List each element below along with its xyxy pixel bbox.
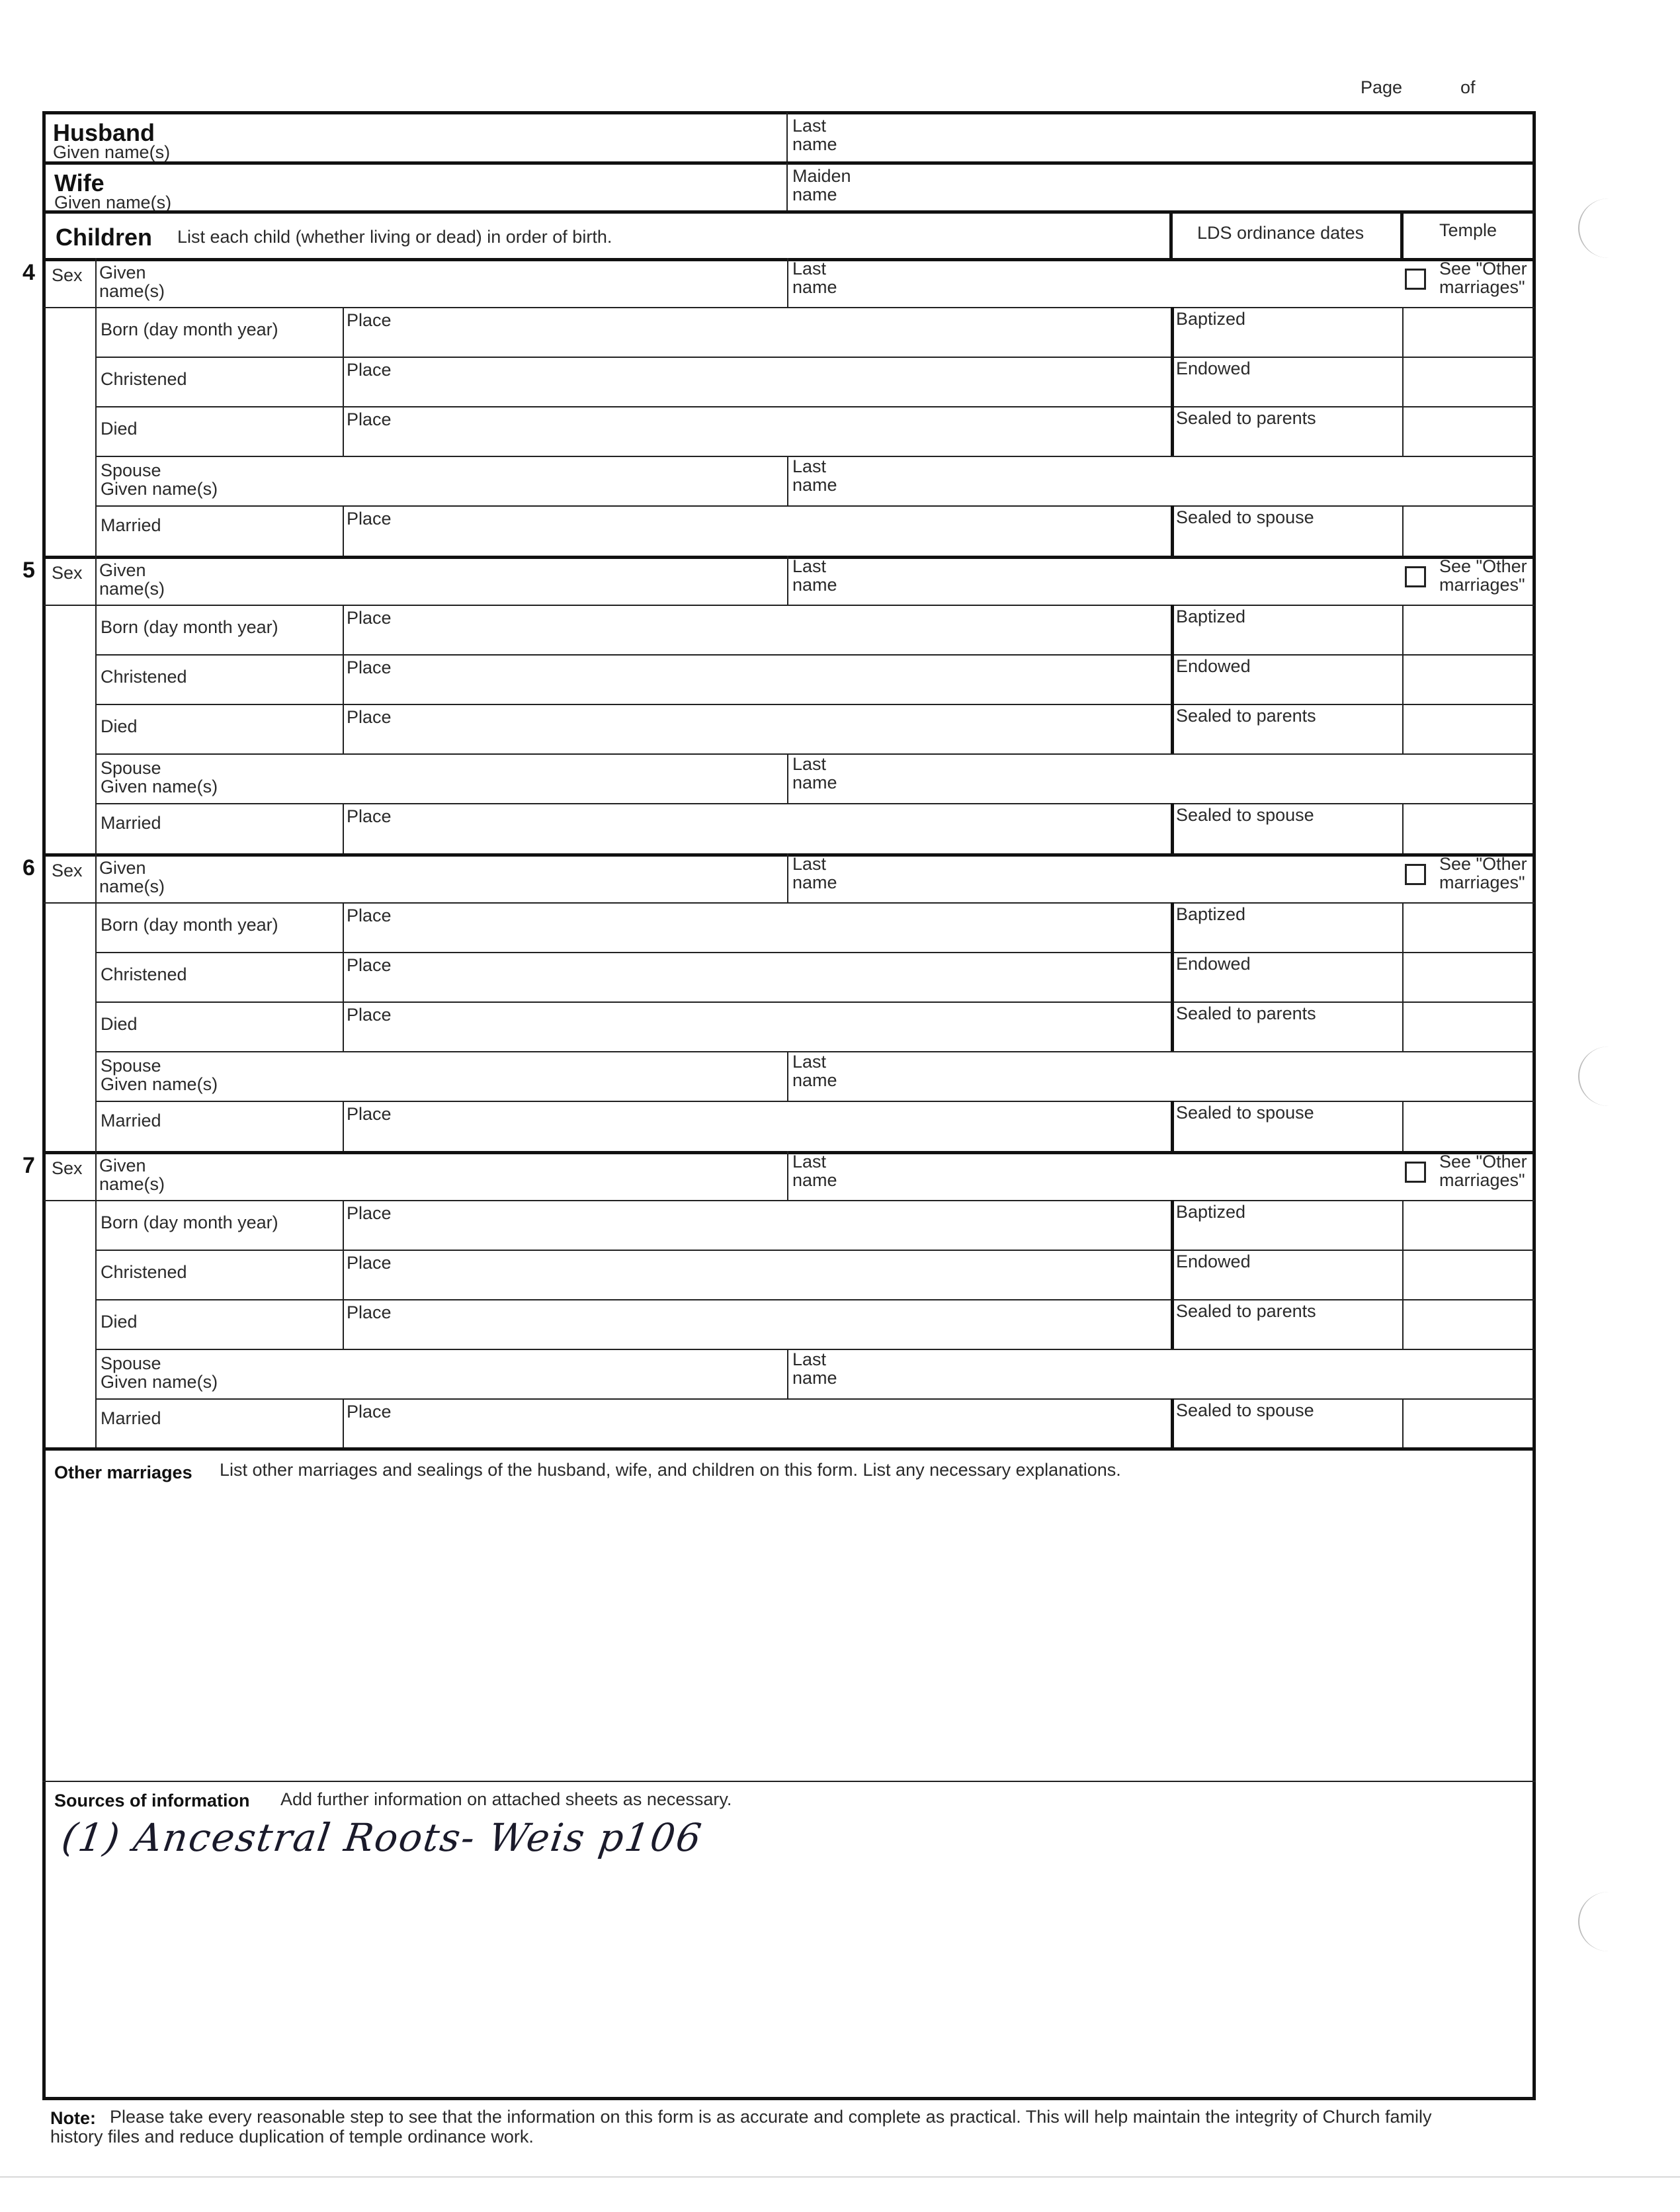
child-last-divider: [787, 1151, 788, 1200]
spouse-last-label-1[interactable]: Last: [792, 1052, 827, 1072]
endowed-temple-divider: [1402, 654, 1404, 704]
child-given-label-2[interactable]: name(s): [99, 876, 165, 896]
christened-place-divider: [343, 952, 344, 1001]
married-temple-divider: [1402, 1398, 1404, 1449]
sealed-to-spouse-label[interactable]: Sealed to spouse: [1176, 1103, 1314, 1123]
spouse-last-label-2[interactable]: name: [792, 1070, 837, 1090]
married-place-divider: [343, 505, 344, 556]
died-place-label[interactable]: Place: [347, 1302, 392, 1322]
christened-ordinance-divider: [1171, 952, 1174, 1001]
christened-bottom-rule: [95, 704, 1534, 705]
sex-label[interactable]: Sex: [52, 265, 83, 285]
sealed-to-spouse-label[interactable]: Sealed to spouse: [1176, 805, 1314, 825]
married-place-label[interactable]: Place: [347, 1104, 392, 1124]
sealed-to-parents-temple-divider: [1402, 406, 1404, 456]
hole-punch-mark: [1578, 198, 1639, 258]
sealed-to-parents-label[interactable]: Sealed to parents: [1176, 408, 1316, 428]
spouse-last-divider: [787, 753, 788, 803]
born-place-label[interactable]: Place: [347, 906, 392, 925]
endowed-label[interactable]: Endowed: [1176, 656, 1251, 676]
married-ordinance-divider: [1171, 505, 1174, 556]
children-instruction: List each child (whether living or dead) in order of birth.: [177, 227, 612, 247]
child-last-label-1[interactable]: Last: [792, 854, 827, 874]
sealed-to-parents-label[interactable]: Sealed to parents: [1176, 1301, 1316, 1321]
page-edge-line: [0, 2176, 1680, 2178]
sources-instruction: Add further information on attached sheets as necessary.: [280, 1789, 732, 1809]
see-other-label-1: See "Other: [1439, 556, 1527, 576]
born-label[interactable]: Born (day month year): [101, 915, 278, 935]
child-given-label-1[interactable]: Given: [99, 1156, 146, 1175]
of-label: of: [1460, 77, 1476, 97]
died-label[interactable]: Died: [101, 716, 138, 736]
child-last-divider: [787, 556, 788, 605]
baptized-label[interactable]: Baptized: [1176, 904, 1246, 924]
born-place-label[interactable]: Place: [347, 608, 392, 628]
born-label[interactable]: Born (day month year): [101, 319, 278, 339]
baptized-label[interactable]: Baptized: [1176, 309, 1246, 329]
child-block-top-rule: [42, 556, 1536, 559]
note-line-2: history files and reduce duplication of temple ordinance work.: [50, 2127, 534, 2147]
born-ordinance-divider: [1171, 902, 1174, 952]
children-title: Children: [56, 224, 153, 251]
child-given-label-2[interactable]: name(s): [99, 579, 165, 599]
child-number: 5: [22, 558, 35, 583]
baptized-temple-divider: [1402, 1200, 1404, 1250]
child-given-label-1[interactable]: Given: [99, 560, 146, 580]
christened-ordinance-divider: [1171, 1250, 1174, 1299]
husband-title: Husband: [53, 119, 155, 146]
born-ordinance-divider: [1171, 1200, 1174, 1250]
died-place-label[interactable]: Place: [347, 707, 392, 727]
children-header-divider-2: [1400, 212, 1404, 258]
baptized-label[interactable]: Baptized: [1176, 607, 1246, 626]
married-ordinance-divider: [1171, 1398, 1174, 1449]
child-name-bottom-rule: [44, 902, 1534, 904]
christened-ordinance-divider: [1171, 654, 1174, 704]
spouse-label-2[interactable]: Given name(s): [101, 777, 218, 796]
died-place-label[interactable]: Place: [347, 1005, 392, 1025]
christened-label[interactable]: Christened: [101, 1262, 187, 1282]
hole-punch-mark: [1578, 1892, 1639, 1951]
endowed-temple-divider: [1402, 952, 1404, 1001]
wife-maiden-label-2[interactable]: name: [792, 185, 837, 204]
endowed-label[interactable]: Endowed: [1176, 1252, 1251, 1271]
temple-label: Temple: [1439, 220, 1497, 240]
married-label[interactable]: Married: [101, 813, 161, 833]
married-place-divider: [343, 1398, 344, 1449]
frame-bottom: [42, 2097, 1536, 2100]
see-other-marriages-checkbox[interactable]: [1405, 566, 1426, 587]
sources-area[interactable]: [46, 1872, 1531, 2090]
spouse-bottom-rule: [95, 1398, 1534, 1400]
spouse-last-label-1[interactable]: Last: [792, 456, 827, 476]
spouse-label-1[interactable]: Spouse: [101, 1353, 161, 1373]
born-place-label[interactable]: Place: [347, 310, 392, 330]
died-place-divider: [343, 1001, 344, 1051]
child-given-label-1[interactable]: Given: [99, 263, 146, 282]
sealed-to-spouse-label[interactable]: Sealed to spouse: [1176, 1400, 1314, 1420]
sealed-to-parents-label[interactable]: Sealed to parents: [1176, 706, 1316, 726]
christened-place-divider: [343, 357, 344, 406]
child-number: 4: [22, 260, 35, 285]
child-name-bottom-rule: [44, 605, 1534, 606]
married-place-label[interactable]: Place: [347, 806, 392, 826]
child-number: 6: [22, 855, 35, 880]
married-temple-divider: [1402, 803, 1404, 853]
page-label: Page: [1361, 77, 1403, 97]
sex-label[interactable]: Sex: [52, 563, 83, 583]
spouse-last-label-2[interactable]: name: [792, 475, 837, 495]
spouse-last-divider: [787, 1349, 788, 1398]
child-last-label-1[interactable]: Last: [792, 1152, 827, 1171]
husband-divider: [786, 112, 788, 163]
married-temple-divider: [1402, 1101, 1404, 1151]
spouse-last-label-2[interactable]: name: [792, 773, 837, 792]
see-other-label-1: See "Other: [1439, 854, 1527, 874]
hole-punch-mark: [1578, 1046, 1639, 1106]
wife-divider: [786, 163, 788, 212]
born-label[interactable]: Born (day month year): [101, 617, 278, 637]
husband-last-label-2[interactable]: name: [792, 134, 837, 154]
married-label[interactable]: Married: [101, 1111, 161, 1130]
spouse-label-2[interactable]: Given name(s): [101, 479, 218, 499]
baptized-temple-divider: [1402, 605, 1404, 654]
sealed-to-parents-temple-divider: [1402, 1001, 1404, 1051]
child-number: 7: [22, 1153, 35, 1178]
child-given-label-2[interactable]: name(s): [99, 1174, 165, 1194]
child-last-label-2[interactable]: name: [792, 277, 837, 297]
christened-label[interactable]: Christened: [101, 964, 187, 984]
spouse-last-label-1[interactable]: Last: [792, 754, 827, 774]
christened-ordinance-divider: [1171, 357, 1174, 406]
other-marriages-bottom-rule: [42, 1781, 1536, 1782]
spouse-bottom-rule: [95, 803, 1534, 804]
born-ordinance-divider: [1171, 605, 1174, 654]
other-marriages-title: Other marriages: [54, 1463, 192, 1482]
christened-place-divider: [343, 654, 344, 704]
wife-given-label[interactable]: Given name(s): [54, 192, 172, 212]
born-label[interactable]: Born (day month year): [101, 1212, 278, 1232]
died-place-divider: [343, 1299, 344, 1349]
spouse-last-label-1[interactable]: Last: [792, 1349, 827, 1369]
see-other-label-2: marriages": [1439, 575, 1525, 595]
born-place-divider: [343, 605, 344, 654]
child-block-top-rule: [42, 258, 1536, 261]
died-label[interactable]: Died: [101, 1312, 138, 1332]
born-place-divider: [343, 902, 344, 952]
married-place-divider: [343, 803, 344, 853]
see-other-label-1: See "Other: [1439, 259, 1527, 278]
spouse-label-1[interactable]: Spouse: [101, 1056, 161, 1076]
frame-right: [1533, 111, 1536, 2100]
see-other-label-1: See "Other: [1439, 1152, 1527, 1171]
christened-label[interactable]: Christened: [101, 369, 187, 389]
died-ordinance-divider: [1171, 1299, 1174, 1349]
see-other-label-2: marriages": [1439, 1170, 1525, 1190]
endowed-temple-divider: [1402, 357, 1404, 406]
married-label[interactable]: Married: [101, 1408, 161, 1428]
child-name-bottom-rule: [44, 1200, 1534, 1201]
christened-bottom-rule: [95, 1001, 1534, 1003]
child-last-label-2[interactable]: name: [792, 1170, 837, 1190]
endowed-label[interactable]: Endowed: [1176, 359, 1251, 378]
baptized-temple-divider: [1402, 902, 1404, 952]
born-place-divider: [343, 1200, 344, 1250]
sealed-to-parents-temple-divider: [1402, 704, 1404, 753]
see-other-label-2: marriages": [1439, 277, 1525, 297]
sealed-to-spouse-label[interactable]: Sealed to spouse: [1176, 507, 1314, 527]
married-ordinance-divider: [1171, 803, 1174, 853]
other-marriages-instruction: List other marriages and sealings of the husband, wife, and children on this form. List any necessary explanations.: [220, 1460, 1121, 1480]
wife-title: Wife: [54, 169, 105, 196]
see-other-label-2: marriages": [1439, 872, 1525, 892]
died-ordinance-divider: [1171, 704, 1174, 753]
child-last-label-1[interactable]: Last: [792, 556, 827, 576]
see-other-marriages-checkbox[interactable]: [1405, 1162, 1426, 1183]
spouse-last-label-2[interactable]: name: [792, 1368, 837, 1388]
see-other-marriages-checkbox[interactable]: [1405, 864, 1426, 885]
baptized-label[interactable]: Baptized: [1176, 1202, 1246, 1222]
died-ordinance-divider: [1171, 406, 1174, 456]
married-temple-divider: [1402, 505, 1404, 556]
christened-place-divider: [343, 1250, 344, 1299]
see-other-marriages-checkbox[interactable]: [1405, 269, 1426, 290]
sources-title: Sources of information: [54, 1791, 250, 1810]
child-name-bottom-rule: [44, 307, 1534, 308]
spouse-label-1[interactable]: Spouse: [101, 460, 161, 480]
spouse-last-divider: [787, 456, 788, 505]
spouse-last-divider: [787, 1051, 788, 1101]
endowed-temple-divider: [1402, 1250, 1404, 1299]
wife-bottom-rule: [42, 210, 1536, 214]
spouse-bottom-rule: [95, 1101, 1534, 1102]
married-ordinance-divider: [1171, 1101, 1174, 1151]
born-bottom-rule: [95, 952, 1534, 953]
died-place-divider: [343, 406, 344, 456]
sources-handwritten-entry[interactable]: (1) Ancestral Roots- Weis p106: [59, 1815, 706, 1860]
spouse-label-1[interactable]: Spouse: [101, 758, 161, 778]
born-ordinance-divider: [1171, 307, 1174, 357]
born-bottom-rule: [95, 654, 1534, 656]
died-place-divider: [343, 704, 344, 753]
married-place-label[interactable]: Place: [347, 509, 392, 529]
christened-place-label[interactable]: Place: [347, 658, 392, 677]
sealed-to-parents-temple-divider: [1402, 1299, 1404, 1349]
children-header-divider-1: [1169, 212, 1173, 258]
child-last-label-2[interactable]: name: [792, 575, 837, 595]
born-place-divider: [343, 307, 344, 357]
married-place-divider: [343, 1101, 344, 1151]
christened-bottom-rule: [95, 1299, 1534, 1300]
lds-ordinance-label: LDS ordinance dates: [1197, 223, 1365, 243]
baptized-temple-divider: [1402, 307, 1404, 357]
sex-label[interactable]: Sex: [52, 1158, 83, 1178]
note-line-1: Please take every reasonable step to see that the information on this form is as accurate and complete as practical. This will help maintain the integrity of Church family: [110, 2107, 1432, 2127]
child-given-label-1[interactable]: Given: [99, 858, 146, 878]
died-ordinance-divider: [1171, 1001, 1174, 1051]
husband-last-label-1[interactable]: Last: [792, 116, 827, 136]
born-place-label[interactable]: Place: [347, 1203, 392, 1223]
christened-label[interactable]: Christened: [101, 667, 187, 687]
child-last-label-1[interactable]: Last: [792, 259, 827, 278]
sex-label[interactable]: Sex: [52, 861, 83, 880]
note-title: Note:: [50, 2108, 96, 2128]
spouse-label-2[interactable]: Given name(s): [101, 1074, 218, 1094]
husband-bottom-rule: [42, 161, 1536, 165]
married-label[interactable]: Married: [101, 515, 161, 535]
died-place-label[interactable]: Place: [347, 409, 392, 429]
christened-place-label[interactable]: Place: [347, 955, 392, 975]
child-last-label-2[interactable]: name: [792, 872, 837, 892]
died-label[interactable]: Died: [101, 419, 138, 439]
child-block-top-rule: [42, 1151, 1536, 1154]
children-end-rule: [42, 1447, 1536, 1451]
child-last-divider: [787, 853, 788, 902]
frame-top: [42, 111, 1536, 114]
child-last-divider: [787, 258, 788, 307]
born-bottom-rule: [95, 357, 1534, 358]
christened-place-label[interactable]: Place: [347, 360, 392, 380]
died-label[interactable]: Died: [101, 1014, 138, 1034]
christened-bottom-rule: [95, 406, 1534, 407]
born-bottom-rule: [95, 1250, 1534, 1251]
frame-left: [42, 111, 46, 2100]
child-given-label-2[interactable]: name(s): [99, 281, 165, 301]
christened-place-label[interactable]: Place: [347, 1253, 392, 1273]
spouse-bottom-rule: [95, 505, 1534, 507]
other-marriages-area[interactable]: [46, 1488, 1531, 1773]
wife-maiden-label-1[interactable]: Maiden: [792, 166, 851, 186]
sealed-to-parents-label[interactable]: Sealed to parents: [1176, 1003, 1316, 1023]
child-block-top-rule: [42, 853, 1536, 857]
husband-given-label[interactable]: Given name(s): [53, 142, 171, 162]
spouse-label-2[interactable]: Given name(s): [101, 1372, 218, 1392]
endowed-label[interactable]: Endowed: [1176, 954, 1251, 974]
married-place-label[interactable]: Place: [347, 1402, 392, 1422]
